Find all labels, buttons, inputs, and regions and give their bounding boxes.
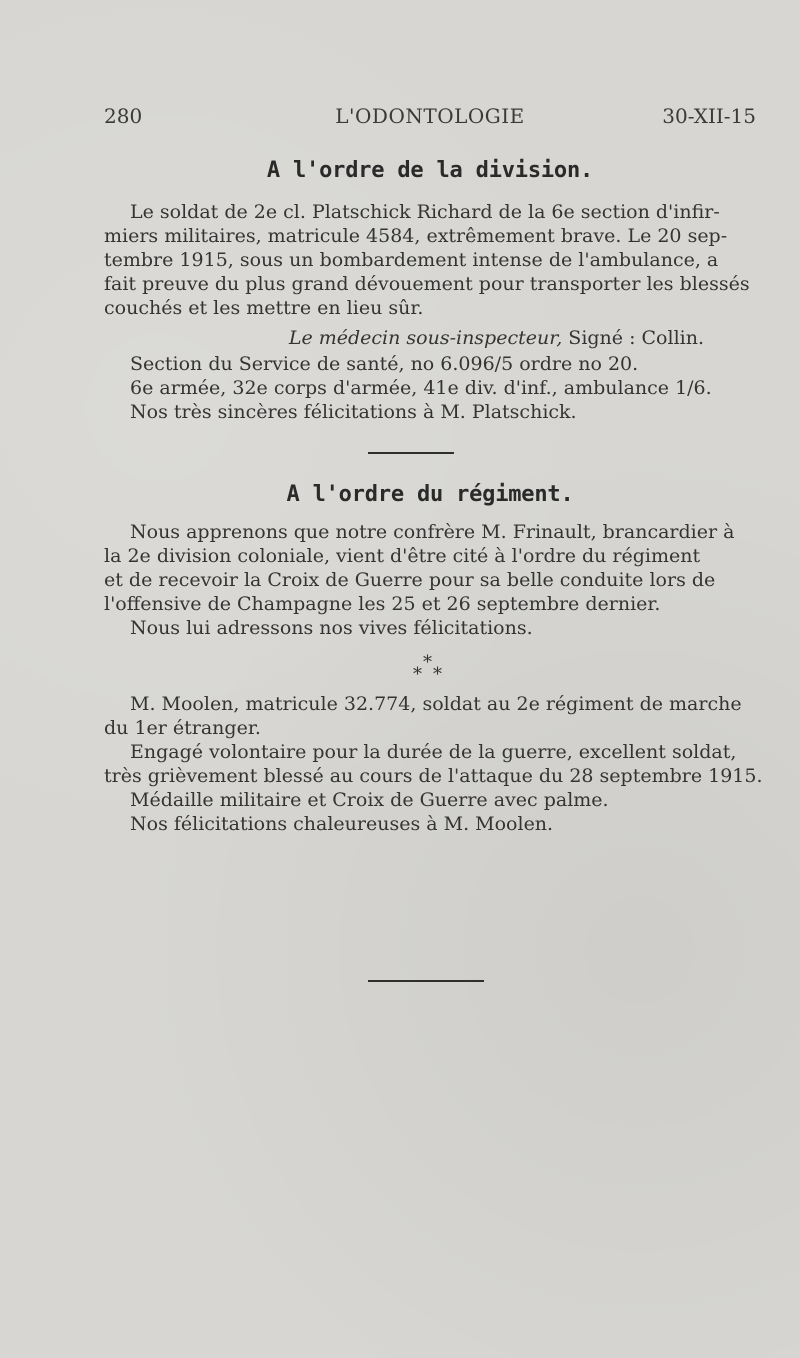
paragraph-line: tembre 1915, sous un bombardement intense de l'ambulance, a xyxy=(104,249,719,271)
signature-line xyxy=(104,326,704,350)
paragraph-line: fait preuve du plus grand dévouement pour transporter les blessés xyxy=(104,273,750,295)
paragraph-line: couchés et les mettre en lieu sûr. xyxy=(104,297,424,319)
congratulations-platschick: Nos très sincères félicitations à M. Platschick. xyxy=(130,401,577,423)
issue-date: 30-XII-15 xyxy=(662,104,756,128)
paragraph-line: Engagé volontaire pour la durée de la guerre, excellent soldat, xyxy=(130,741,737,763)
asterism-star-left: * xyxy=(413,664,422,685)
section-title-division: A l'ordre de la division. xyxy=(266,158,594,183)
citation-moolen xyxy=(104,692,763,836)
paragraph-line: du 1er étranger. xyxy=(104,717,261,739)
paragraph-line: Nous apprenons que notre confrère M. Frinault, brancardier à xyxy=(130,521,735,543)
citation-frinault-paragraph xyxy=(104,520,756,640)
signature-name: Signé : Collin. xyxy=(568,327,704,349)
army-corps-line: 6e armée, 32e corps d'armée, 41e div. d'inf., ambulance 1/6. xyxy=(130,377,712,399)
asterism-star-right: * xyxy=(433,664,442,685)
paragraph-line: très grièvement blessé au cours de l'attaque du 28 septembre 1915. xyxy=(104,765,763,787)
section-divider-rule xyxy=(368,452,454,454)
signature-title: Le médecin sous-inspecteur, xyxy=(288,327,563,349)
running-header xyxy=(104,104,756,134)
section-title-regiment: A l'ordre du régiment. xyxy=(286,482,574,507)
paragraph-line: M. Moolen, matricule 32.774, soldat au 2e régiment de marche xyxy=(130,693,742,715)
paragraph-line: Le soldat de 2e cl. Platschick Richard de la 6e section d'infir- xyxy=(130,201,720,223)
end-divider-rule xyxy=(368,980,484,982)
citation-platschick-paragraph xyxy=(104,200,756,320)
journal-title: L'ODONTOLOGIE xyxy=(335,104,525,128)
military-medal-line: Médaille militaire et Croix de Guerre avec palme. xyxy=(130,789,609,811)
citation-platschick-references xyxy=(104,352,756,424)
asterism-divider xyxy=(104,652,756,686)
paragraph-line: la 2e division coloniale, vient d'être cité à l'ordre du régiment xyxy=(104,545,701,567)
congratulations-moolen: Nos félicitations chaleureuses à M. Moolen. xyxy=(130,813,554,835)
paragraph-line: l'offensive de Champagne les 25 et 26 septembre dernier. xyxy=(104,593,661,615)
paragraph-line: miers militaires, matricule 4584, extrêmement brave. Le 20 sep- xyxy=(104,225,728,247)
paragraph-line: et de recevoir la Croix de Guerre pour sa belle conduite lors de xyxy=(104,569,716,591)
page-number: 280 xyxy=(104,104,143,128)
congratulations-frinault: Nous lui adressons nos vives félicitations. xyxy=(130,617,533,639)
service-section-line: Section du Service de santé, no 6.096/5 ordre no 20. xyxy=(130,353,639,375)
asterism-star-top: * xyxy=(423,652,432,673)
